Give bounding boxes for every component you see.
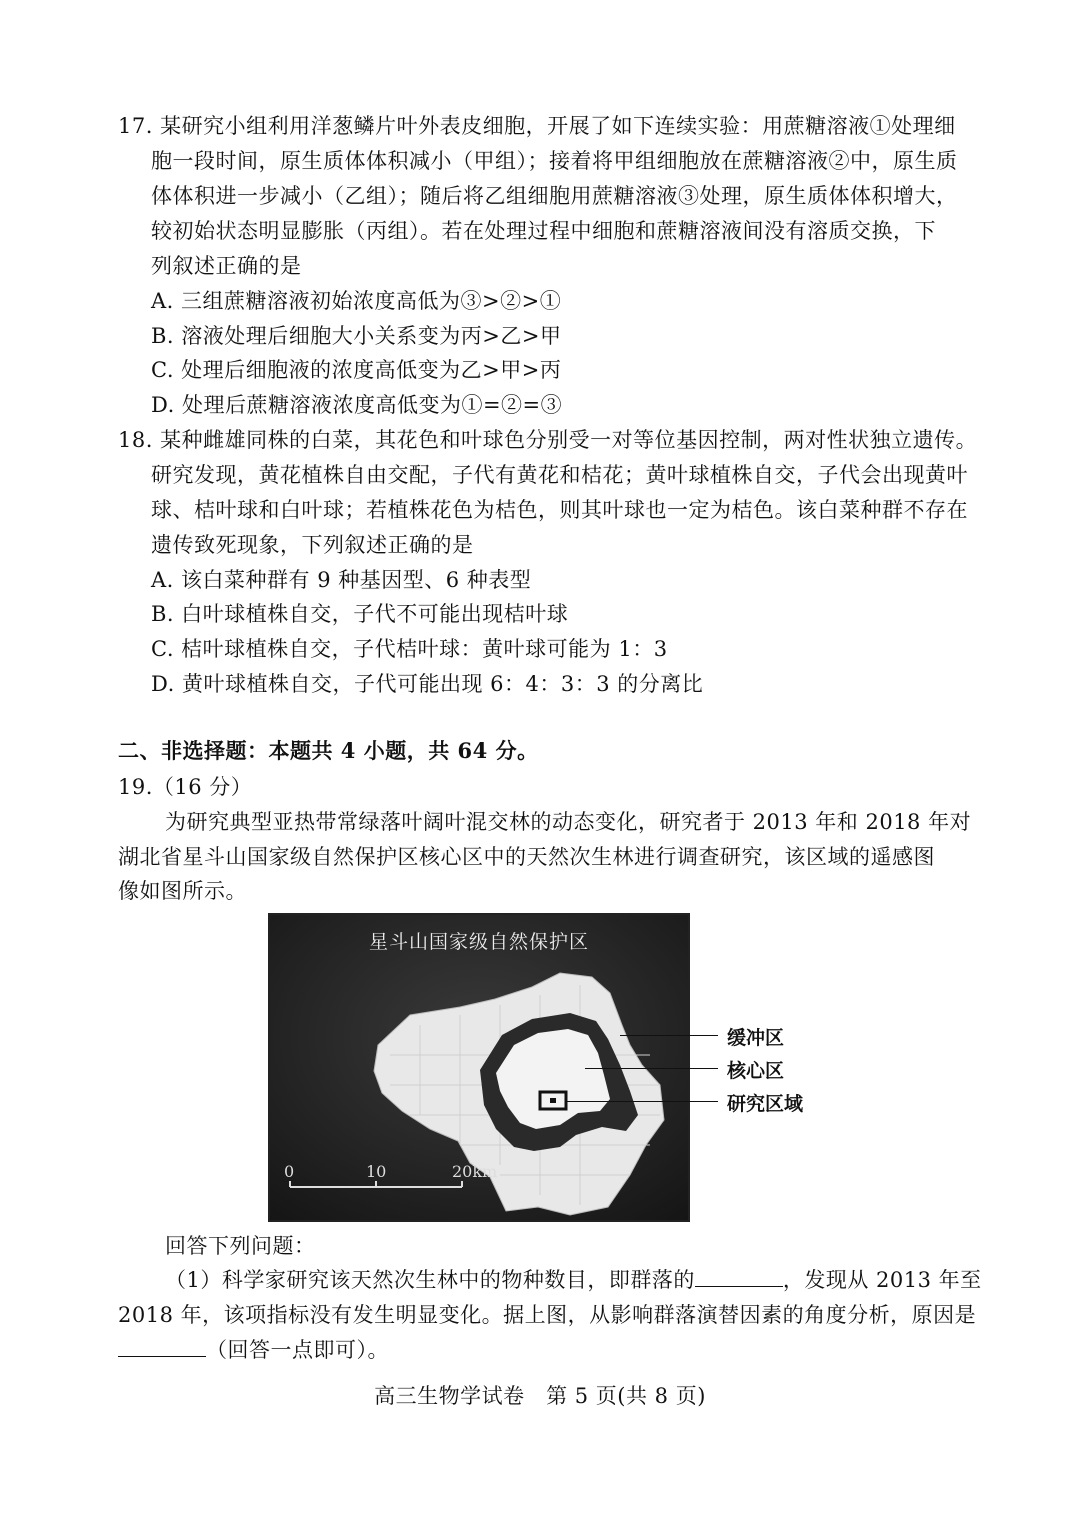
- q19-sub1-line3: [118, 1336, 389, 1364]
- answer-blank-1[interactable]: [695, 1266, 783, 1287]
- q17-option-b: B. 溶液处理后细胞大小关系变为丙>乙>甲: [151, 324, 562, 348]
- label-buffer-zone: 缓冲区: [727, 1027, 785, 1049]
- scale-tick-10: 10: [366, 1162, 387, 1181]
- q19-intro-line: 为研究典型亚热带常绿落叶阔叶混交林的动态变化，研究者于 2013 年和 2018 年对: [165, 810, 972, 834]
- q19-sub1-line2: 2018 年，该项指标没有发生明显变化。据上图，从影响群落演替因素的角度分析，原因是: [118, 1303, 977, 1327]
- answer-blank-2[interactable]: [118, 1336, 206, 1357]
- q18-stem-line: 研究发现，黄花植株自由交配，子代有黄花和桔花；黄叶球植株自交，子代会出现黄叶: [151, 463, 968, 487]
- label-core-zone: 核心区: [727, 1060, 785, 1082]
- q19-sub1-text: （回答一点即可）。: [206, 1338, 389, 1362]
- study-leader-line: [566, 1101, 718, 1102]
- q19-intro-line: 像如图所示。: [118, 879, 247, 903]
- q17-stem-line: 较初始状态明显膨胀（丙组）。若在处理过程中细胞和蔗糖溶液间没有溶质交换，下: [151, 219, 936, 243]
- q18-option-b: B. 白叶球植株自交，子代不可能出现桔叶球: [151, 602, 569, 626]
- q17-stem-line: 体体积进一步减小（乙组）；随后将乙组细胞用蔗糖溶液③处理，原生质体体积增大，: [151, 184, 958, 208]
- q19-sub1-text: （1）科学家研究该天然次生林中的物种数目，即群落的: [165, 1268, 695, 1292]
- q19-intro-line: 湖北省星斗山国家级自然保护区核心区中的天然次生林进行调查研究，该区域的遥感图: [118, 845, 935, 869]
- q17-option-c: C. 处理后细胞液的浓度高低变为乙>甲>丙: [151, 358, 562, 382]
- q19-prompt: 回答下列问题：: [165, 1234, 316, 1258]
- q17-stem-line: 17. 某研究小组利用洋葱鳞片叶外表皮细胞，开展了如下连续实验：用蔗糖溶液①处理细: [118, 114, 956, 138]
- q19-header: 19.（16 分）: [118, 775, 253, 799]
- q17-stem-line: 胞一段时间，原生质体体积减小（甲组）；接着将甲组细胞放在蔗糖溶液②中，原生质: [151, 149, 958, 173]
- page-footer: 高三生物学试卷 第 5 页(共 8 页): [374, 1384, 706, 1408]
- section-heading: 二、非选择题：本题共 4 小题，共 64 分。: [118, 738, 539, 763]
- q17-option-d: D. 处理后蔗糖溶液浓度高低变为①=②=③: [151, 393, 563, 417]
- q19-sub1-text: ，发现从 2013 年至: [782, 1268, 982, 1292]
- q18-stem-line: 遗传致死现象，下列叙述正确的是: [151, 533, 474, 557]
- q18-option-d: D. 黄叶球植株自交，子代可能出现 6：4：3：3 的分离比: [151, 672, 704, 696]
- scale-tick-20: 20km: [452, 1162, 498, 1181]
- map-title: 星斗山国家级自然保护区: [368, 931, 589, 953]
- q17-option-a: A. 三组蔗糖溶液初始浓度高低为③>②>①: [151, 289, 562, 313]
- buffer-leader-line: [620, 1035, 718, 1036]
- q18-option-c: C. 桔叶球植株自交，子代桔叶球：黄叶球可能为 1：3: [151, 637, 668, 661]
- q18-option-a: A. 该白菜种群有 9 种基因型、6 种表型: [151, 568, 532, 592]
- q19-sub1-line1: [165, 1266, 982, 1294]
- q18-stem-line: 18. 某种雌雄同株的白菜，其花色和叶球色分别受一对等位基因控制，两对性状独立遗传。: [118, 428, 978, 452]
- core-leader-line: [585, 1068, 718, 1069]
- label-study-area: 研究区域: [727, 1093, 804, 1115]
- scale-tick-0: 0: [284, 1162, 295, 1181]
- q17-stem-line: 列叙述正确的是: [151, 254, 302, 278]
- q18-stem-line: 球、桔叶球和白叶球；若植株花色为桔色，则其叶球也一定为桔色。该白菜种群不存在: [151, 498, 968, 522]
